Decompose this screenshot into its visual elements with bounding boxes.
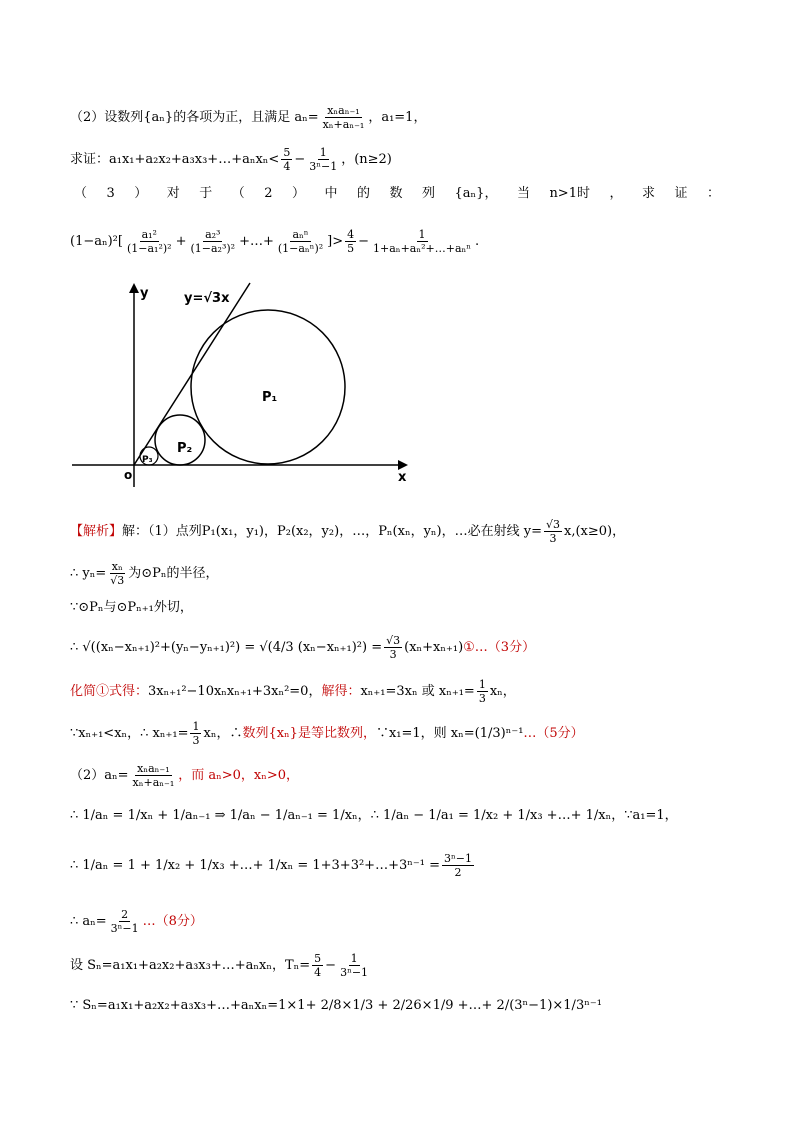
fraction-denominator: xₙ+aₙ₋₁ [132,776,175,789]
ineq-lead: (1−aₙ)²[ [70,234,123,249]
prove-fraction-2 [307,146,339,173]
solution-line-12 [70,996,602,1016]
part3-token: 2 [264,186,273,201]
fraction-numerator: a₂³ [205,228,221,241]
circle-p1 [191,310,345,464]
solution-text: ∴ 1/aₙ = 1 + 1/x₂ + 1/x₃ +…+ 1/xₙ = 1+3+3²+…+3ⁿ⁻¹ = [70,858,440,873]
y-axis-arrow [129,283,139,293]
solution-text: ∴ yₙ= [70,566,107,581]
solution-line-10 [70,908,203,935]
fraction [544,518,562,545]
part3-token: 数 [389,186,403,201]
fraction [384,634,402,661]
part3-inequality: (1−aₙ)²[ $\frac{\text{a₁²}}{\text{(1−a₁²)²}}$ + $\frac{\text{a₂³}}{\text{(1−a₂³)²}}$ +…+ $\frac{\text{aₙⁿ}}{\text{(1−aₙⁿ)²}}$ ]> $\frac{4}{5}$ − $\frac{1}{\text{1+aₙ+aₙ²+…+aₙⁿ}}$ . [70,228,480,255]
ineq-term-2 [188,228,237,255]
fraction [131,762,177,789]
solution-text: x,(x≥0)， [564,524,626,539]
fraction-denominator: 3ⁿ−1 [110,922,139,935]
fraction-denominator: 3 [478,692,486,705]
p2-label: P₂ [177,441,193,456]
part2-text: （2）设数列{aₙ}的各项为正，且满足 aₙ= [70,110,319,125]
fraction-denominator: 3ⁿ−1 [309,160,338,173]
fraction [477,678,488,705]
part3-token: 中 [324,186,338,201]
part3-token: （ [231,186,245,201]
fraction-numerator: 4 [347,228,355,241]
fraction-numerator: a₁² [141,228,157,241]
part3-token: 的 [357,186,371,201]
circle-p2 [155,415,205,465]
ineq-term-1 [125,228,174,255]
fraction-denominator: 3 [549,532,557,545]
fraction-denominator: (1−a₁²)² [126,242,172,255]
fraction-numerator: 3ⁿ−1 [443,852,472,865]
fraction [190,720,201,747]
solution-text: 为⊙Pₙ的半径， [128,566,219,581]
fraction-numerator: xₙaₙ₋₁ [137,762,170,775]
solution-highlight: 解得： [321,684,361,699]
prove-minus: − [294,152,306,167]
fraction-numerator: xₙaₙ₋₁ [327,104,360,117]
solution-line-4 [70,634,535,661]
solution-line-6 [70,720,584,747]
fraction-denominator: (1−a₂³)² [190,242,236,255]
part3-token: 列 [422,186,436,201]
solution-line-5 [70,678,516,705]
analysis-tag: 【解析】 [70,524,123,539]
p1-label: P₁ [262,390,278,405]
solution-text: ∵⊙Pₙ与⊙Pₙ₊₁外切， [70,600,193,615]
prove-lead: 求证：a₁x₁+a₂x₂+a₃x₃+…+aₙxₙ< [70,152,280,167]
solution-highlight: 化简①式得： [70,684,149,699]
fraction-denominator: 3 [192,734,200,747]
part3-token: 于 [199,186,213,201]
part3-token: ） [292,186,306,201]
solution-line-3 [70,598,193,618]
score-mark: …（5分） [523,726,584,741]
ineq-dots: +…+ [239,234,274,249]
y-axis-label: y [140,286,149,301]
fraction-numerator: √3 [546,518,561,531]
fraction [109,908,141,935]
part3-token: 证 [674,186,688,201]
solution-text: xₙ₊₁=3xₙ 或 xₙ₊₁= [360,684,475,699]
part3-token: （ [74,186,88,201]
fraction-numerator: 1 [319,146,327,159]
fraction [108,560,126,587]
fraction-numerator: 5 [314,952,322,965]
solution-text: (xₙ+xₙ₊₁) [404,640,464,655]
part2-statement [70,104,426,131]
x-axis-label: x [398,470,407,485]
fraction-denominator: 1+aₙ+aₙ²+…+aₙⁿ [373,242,472,255]
solution-highlight: 数列{xₙ}是等比数列， [242,726,376,741]
solution-line-7 [70,762,299,789]
prove-condition: ，(n≥2) [341,152,392,167]
tangent-circles-figure [60,275,420,490]
solution-line-1 [70,518,625,545]
line-label: y=√3x [184,291,230,306]
fraction [338,952,370,979]
solution-text: ∴ aₙ= [70,914,107,929]
solution-text: xₙ，∴ [203,726,243,741]
solution-highlight: ，而 aₙ>0，xₙ>0， [178,768,300,783]
ineq-right-2 [371,228,473,255]
x-axis-arrow [398,460,408,470]
fraction-denominator: 3 [389,648,397,661]
solution-text: ∵ Sₙ=a₁x₁+a₂x₂+a₃x₃+…+aₙxₙ=1×1+ 2/8×1/3 + 2/26×1/9 +…+ 2/(3ⁿ−1)×1/3ⁿ⁻¹ [70,998,602,1013]
fraction-numerator: √3 [386,634,401,647]
solution-text: 3xₙ₊₁²−10xₙxₙ₊₁+3xₙ²=0， [148,684,322,699]
p3-label: P₃ [142,455,153,465]
fraction-denominator: 4 [314,966,322,979]
solution-line-9 [70,852,476,879]
solution-line-2 [70,560,219,587]
solution-text: − [325,958,337,973]
score-mark: …（8分） [142,914,203,929]
solution-text: 解：（1）点列P₁(x₁，y₁)，P₂(x₂，y₂)，…，Pₙ(xₙ，yₙ)，…必在射线 y= [122,524,542,539]
solution-text: （2）aₙ= [70,768,129,783]
solution-text: ∴ √((xₙ−xₙ₊₁)²+(yₙ−yₙ₊₁)²) = √(4/3 (xₙ−xₙ₊₁)²) = [70,640,383,655]
fraction-numerator: aₙⁿ [292,228,309,241]
part3-token: 求 [641,186,655,201]
solution-line-8 [70,806,678,826]
origin-label: o [124,468,133,482]
part3-token: 3 [106,186,115,201]
fraction-numerator: 2 [121,908,129,921]
solution-line-11 [70,952,372,979]
solution-text: ∵x₁=1，则 xₙ=(1/3)ⁿ⁻¹ [375,726,524,741]
part2-fraction [321,104,367,131]
fraction-numerator: 1 [350,952,358,965]
solution-text: xₙ， [489,684,516,699]
fraction-numerator: 1 [418,228,426,241]
prove-statement [70,146,392,173]
fraction-denominator: xₙ+aₙ₋₁ [322,118,365,131]
fraction-denominator: 3ⁿ−1 [340,966,369,979]
score-mark: ①…（3分） [463,640,536,655]
fraction-numerator: 1 [192,720,200,733]
part3-token: ： [706,186,720,201]
fraction-denominator: 4 [283,160,291,173]
fraction [442,852,474,879]
fraction-numerator: 1 [478,678,486,691]
fraction-numerator: xₙ [111,560,123,573]
solution-text: ∵xₙ₊₁<xₙ，∴ xₙ₊₁= [70,726,189,741]
part3-token: n>1时 [549,186,590,201]
ineq-end: . [475,234,480,249]
part3-token: 对 [166,186,180,201]
ineq-right-1 [345,228,356,255]
fraction-numerator: 5 [283,146,291,159]
fraction-denominator: √3 [110,574,125,587]
part3-token: {aₙ}， [454,186,498,201]
solution-text: 设 Sₙ=a₁x₁+a₂x₂+a₃x₃+…+aₙxₙ，Tₙ= [70,958,311,973]
fraction-denominator: 5 [347,242,355,255]
part3-token: 当 [516,186,530,201]
solution-text: ∴ 1/aₙ = 1/xₙ + 1/aₙ₋₁ ⇒ 1/aₙ − 1/aₙ₋₁ = 1/xₙ，∴ 1/aₙ − 1/a₁ = 1/x₂ + 1/x₃ +…+ 1/xₙ，∵a₁=1， [70,808,678,823]
part3-token: ） [134,186,148,201]
ineq-term-n [276,228,325,255]
fraction [312,952,323,979]
part3-statement [74,184,720,204]
fraction-denominator: (1−aₙⁿ)² [277,242,324,255]
part3-token: ， [609,186,623,201]
prove-fraction-1 [281,146,292,173]
fraction-denominator: 2 [454,866,462,879]
part2-tail: ，a₁=1， [368,110,427,125]
ineq-gt: ]> [327,234,344,249]
